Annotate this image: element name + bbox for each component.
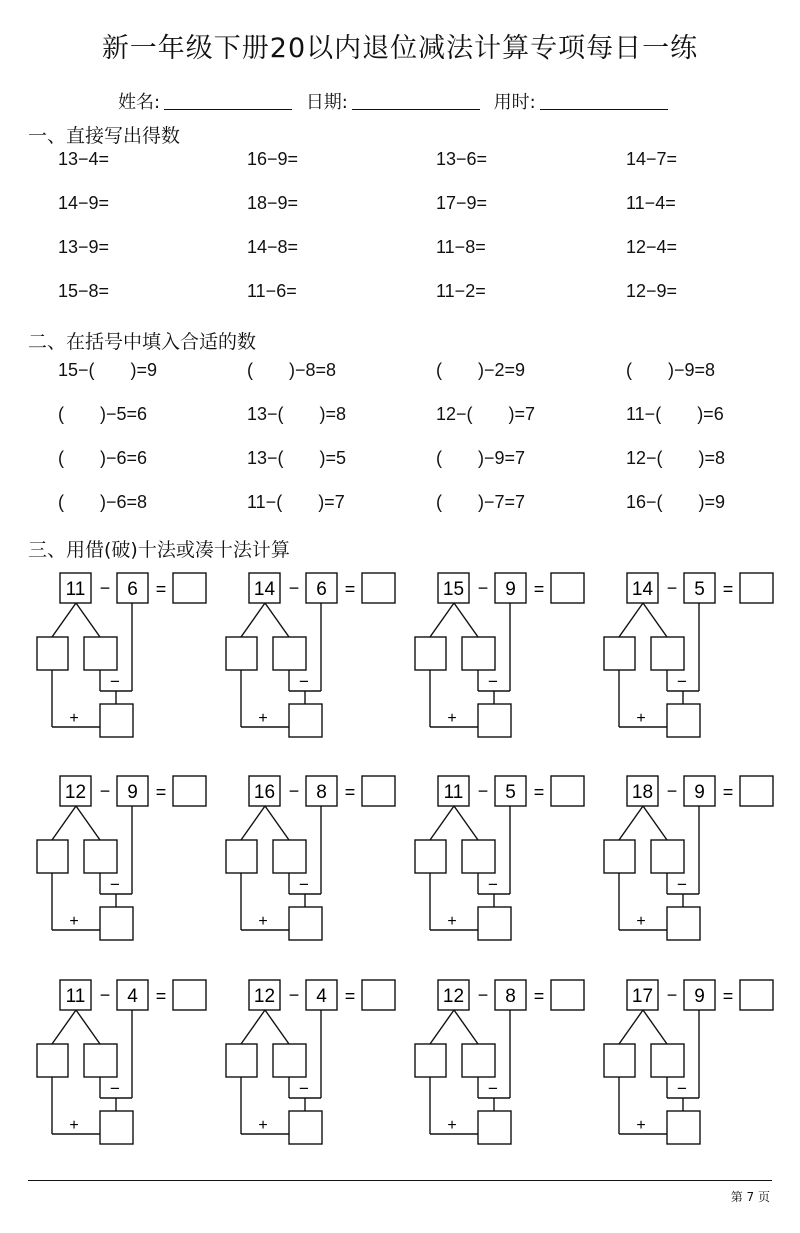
part2-problem: ( )−5=6 — [58, 404, 148, 424]
branch-line-left — [430, 1010, 454, 1044]
page-number: 第 7 页 — [730, 1190, 770, 1204]
minuend-value: 11 — [443, 782, 464, 803]
minus-sign: − — [288, 985, 300, 1005]
minuend-value: 11 — [65, 579, 86, 600]
student-info — [118, 88, 676, 114]
part2-problem: 12−( )=7 — [436, 404, 536, 424]
subtrahend-value: 4 — [316, 986, 327, 1007]
step-answer-box[interactable] — [478, 704, 511, 737]
part1-problem: 13−9= — [58, 237, 110, 257]
split-blank-ones[interactable] — [651, 637, 684, 670]
split-blank-ones[interactable] — [462, 637, 495, 670]
part1-problem: 14−8= — [247, 237, 299, 257]
minus-sign: − — [666, 985, 678, 1005]
branch-line-left — [430, 806, 454, 840]
part1-problem: 13−6= — [436, 149, 488, 169]
part2-problem: 13−( )=5 — [247, 448, 347, 468]
minus-sign: − — [288, 781, 300, 801]
branch-line-left — [52, 806, 76, 840]
date-field[interactable] — [352, 91, 480, 110]
subtrahend-value: 5 — [505, 782, 516, 803]
subtrahend-box — [684, 980, 715, 1010]
branch-line-right — [643, 806, 667, 840]
minus-sign: − — [477, 781, 489, 801]
part2-problem: 16−( )=9 — [626, 492, 726, 512]
plus-sign: + — [447, 1117, 457, 1134]
equals-sign: = — [722, 782, 734, 802]
part2-problem: 13−( )=8 — [247, 404, 347, 424]
plus-sign: + — [69, 1117, 79, 1134]
minuend-value: 12 — [64, 782, 87, 803]
minus-sign: − — [677, 672, 687, 691]
minus-sign: − — [110, 1079, 120, 1098]
branch-line-right — [76, 603, 100, 637]
equals-sign: = — [344, 579, 356, 599]
minuend-box — [438, 776, 469, 806]
branch-line-right — [76, 806, 100, 840]
branch-line-left — [619, 603, 643, 637]
minuend-value: 12 — [442, 986, 465, 1007]
split-blank-ones[interactable] — [84, 637, 117, 670]
minuend-value: 14 — [631, 579, 654, 600]
step-answer-box[interactable] — [667, 704, 700, 737]
minus-sign: − — [110, 672, 120, 691]
step-answer-box[interactable] — [100, 704, 133, 737]
answer-box[interactable] — [362, 776, 395, 806]
minus-sign: − — [99, 985, 111, 1005]
minuend-box — [60, 573, 91, 603]
subtrahend-box — [117, 573, 148, 603]
plus-sign: + — [258, 1117, 268, 1134]
equals-sign: = — [722, 986, 734, 1006]
equals-sign: = — [155, 782, 167, 802]
minuend-box — [438, 573, 469, 603]
minus-sign: − — [299, 875, 309, 894]
minus-sign: − — [477, 985, 489, 1005]
part2-problem: ( )−7=7 — [436, 492, 526, 512]
answer-box[interactable] — [551, 573, 584, 603]
plus-sign: + — [258, 710, 268, 727]
split-blank-ten[interactable] — [37, 840, 68, 873]
part1-problem: 11−8= — [436, 237, 486, 257]
part2-problem: ( )−2=9 — [436, 360, 526, 380]
minus-sign: − — [110, 875, 120, 894]
step-answer-box[interactable] — [667, 907, 700, 940]
part2-problem: 11−( )=6 — [626, 404, 724, 424]
branch-line-left — [241, 1010, 265, 1044]
plus-sign: + — [636, 913, 646, 930]
part2-problem: 12−( )=8 — [626, 448, 726, 468]
part1-problem: 11−2= — [436, 281, 486, 301]
equals-sign: = — [155, 579, 167, 599]
minuend-value: 14 — [253, 579, 276, 600]
part2-problem: 15−( )=9 — [58, 360, 158, 380]
branch-line-right — [265, 806, 289, 840]
answer-box[interactable] — [740, 573, 773, 603]
split-blank-ten[interactable] — [415, 1044, 446, 1077]
plus-sign: + — [447, 913, 457, 930]
subtrahend-box — [306, 573, 337, 603]
part1-problem: 14−9= — [58, 193, 110, 213]
minus-sign: − — [299, 672, 309, 691]
branch-line-right — [454, 603, 478, 637]
part1-problem: 12−9= — [626, 281, 678, 301]
minuend-box — [627, 980, 658, 1010]
minus-sign: − — [288, 578, 300, 598]
minus-sign: − — [488, 1079, 498, 1098]
subtrahend-value: 8 — [316, 782, 327, 803]
split-blank-ten[interactable] — [226, 637, 257, 670]
plus-sign: + — [636, 710, 646, 727]
page-title: 新一年级下册20以内退位减法计算专项每日一练 — [101, 33, 699, 64]
minuend-box — [627, 776, 658, 806]
split-blank-ten[interactable] — [415, 840, 446, 873]
equals-sign: = — [533, 782, 545, 802]
part2-problem: ( )−9=7 — [436, 448, 526, 468]
step-answer-box[interactable] — [478, 1111, 511, 1144]
branch-line-left — [619, 806, 643, 840]
minuend-box — [249, 980, 280, 1010]
equals-sign: = — [344, 782, 356, 802]
minuend-box — [249, 776, 280, 806]
part1-problem: 14−7= — [626, 149, 678, 169]
subtrahend-box — [495, 980, 526, 1010]
part1-problem: 13−4= — [58, 149, 110, 169]
part2-problem: ( )−9=8 — [626, 360, 716, 380]
branch-line-left — [52, 603, 76, 637]
answer-box[interactable] — [362, 573, 395, 603]
part1-problem: 16−9= — [247, 149, 299, 169]
split-blank-ten[interactable] — [415, 637, 446, 670]
footer-rule — [28, 1180, 772, 1181]
plus-sign: + — [69, 710, 79, 727]
step-answer-box[interactable] — [289, 907, 322, 940]
minuend-value: 11 — [65, 986, 86, 1007]
step-answer-box[interactable] — [667, 1111, 700, 1144]
name-label: 姓名: — [118, 92, 161, 113]
split-blank-ones[interactable] — [651, 840, 684, 873]
answer-box[interactable] — [362, 980, 395, 1010]
subtrahend-box — [306, 776, 337, 806]
subtrahend-box — [684, 776, 715, 806]
part1-problem: 18−9= — [247, 193, 299, 213]
minus-sign: − — [488, 672, 498, 691]
step-answer-box[interactable] — [289, 704, 322, 737]
part2-problem: ( )−8=8 — [247, 360, 337, 380]
time-label: 用时: — [493, 92, 536, 113]
part2-problem: ( )−6=6 — [58, 448, 148, 468]
section-3-title: 三、用借(破)十法或凑十法计算 — [28, 539, 290, 561]
split-blank-ten[interactable] — [604, 1044, 635, 1077]
split-blank-ten[interactable] — [37, 637, 68, 670]
branch-line-right — [643, 1010, 667, 1044]
minuend-box — [60, 776, 91, 806]
split-blank-ten[interactable] — [37, 1044, 68, 1077]
minus-sign: − — [666, 781, 678, 801]
minus-sign: − — [488, 875, 498, 894]
minuend-value: 16 — [253, 782, 276, 803]
equals-sign: = — [722, 579, 734, 599]
part1-problem: 11−6= — [247, 281, 297, 301]
minus-sign: − — [99, 781, 111, 801]
step-answer-box[interactable] — [478, 907, 511, 940]
name-field[interactable] — [164, 91, 292, 110]
split-blank-ones[interactable] — [273, 637, 306, 670]
minus-sign: − — [677, 875, 687, 894]
branch-line-right — [643, 603, 667, 637]
branch-line-right — [265, 1010, 289, 1044]
subtrahend-value: 6 — [127, 579, 138, 600]
minus-sign: − — [677, 1079, 687, 1098]
part1-problem: 15−8= — [58, 281, 110, 301]
step-answer-box[interactable] — [289, 1111, 322, 1144]
split-blank-ones[interactable] — [651, 1044, 684, 1077]
subtrahend-box — [495, 776, 526, 806]
part2-problem: 11−( )=7 — [247, 492, 345, 512]
plus-sign: + — [258, 913, 268, 930]
branch-line-right — [454, 806, 478, 840]
subtrahend-value: 9 — [694, 986, 705, 1007]
subtrahend-value: 5 — [694, 579, 705, 600]
equals-sign: = — [344, 986, 356, 1006]
branch-line-left — [241, 806, 265, 840]
part1-problem: 11−4= — [626, 193, 676, 213]
equals-sign: = — [533, 579, 545, 599]
subtrahend-box — [117, 980, 148, 1010]
subtrahend-box — [684, 573, 715, 603]
branch-line-right — [454, 1010, 478, 1044]
subtrahend-box — [306, 980, 337, 1010]
split-blank-ones[interactable] — [462, 1044, 495, 1077]
split-blank-ten[interactable] — [226, 1044, 257, 1077]
split-blank-ten[interactable] — [604, 637, 635, 670]
minus-sign: − — [299, 1079, 309, 1098]
answer-box[interactable] — [740, 776, 773, 806]
answer-box[interactable] — [173, 776, 206, 806]
branch-line-right — [76, 1010, 100, 1044]
split-blank-ones[interactable] — [462, 840, 495, 873]
split-blank-ones[interactable] — [84, 1044, 117, 1077]
time-field[interactable] — [540, 91, 668, 110]
subtrahend-value: 9 — [694, 782, 705, 803]
split-blank-ones[interactable] — [273, 840, 306, 873]
section-2-title: 二、在括号中填入合适的数 — [28, 331, 257, 353]
answer-box[interactable] — [551, 776, 584, 806]
subtrahend-box — [495, 573, 526, 603]
split-blank-ten[interactable] — [604, 840, 635, 873]
split-blank-ones[interactable] — [273, 1044, 306, 1077]
answer-box[interactable] — [173, 980, 206, 1010]
part2-problem: ( )−6=8 — [58, 492, 148, 512]
minuend-value: 17 — [631, 986, 654, 1007]
answer-box[interactable] — [740, 980, 773, 1010]
split-blank-ten[interactable] — [226, 840, 257, 873]
subtrahend-value: 9 — [505, 579, 516, 600]
minuend-value: 18 — [631, 782, 654, 803]
step-answer-box[interactable] — [100, 907, 133, 940]
minuend-value: 15 — [442, 579, 465, 600]
answer-box[interactable] — [551, 980, 584, 1010]
minuend-box — [60, 980, 91, 1010]
branch-line-left — [241, 603, 265, 637]
subtrahend-value: 9 — [127, 782, 138, 803]
subtrahend-value: 8 — [505, 986, 516, 1007]
equals-sign: = — [155, 986, 167, 1006]
minuend-value: 12 — [253, 986, 276, 1007]
subtrahend-value: 6 — [316, 579, 327, 600]
plus-sign: + — [69, 913, 79, 930]
minuend-box — [627, 573, 658, 603]
step-answer-box[interactable] — [100, 1111, 133, 1144]
minuend-box — [249, 573, 280, 603]
branch-line-left — [619, 1010, 643, 1044]
minuend-box — [438, 980, 469, 1010]
plus-sign: + — [636, 1117, 646, 1134]
branch-line-left — [52, 1010, 76, 1044]
minus-sign: − — [99, 578, 111, 598]
date-label: 日期: — [305, 92, 348, 113]
subtrahend-box — [117, 776, 148, 806]
subtrahend-value: 4 — [127, 986, 138, 1007]
part1-problem: 12−4= — [626, 237, 678, 257]
minus-sign: − — [666, 578, 678, 598]
minus-sign: − — [477, 578, 489, 598]
branch-line-left — [430, 603, 454, 637]
part1-problem: 17−9= — [436, 193, 488, 213]
split-blank-ones[interactable] — [84, 840, 117, 873]
section-1-title: 一、直接写出得数 — [28, 125, 181, 147]
branch-line-right — [265, 603, 289, 637]
equals-sign: = — [533, 986, 545, 1006]
plus-sign: + — [447, 710, 457, 727]
answer-box[interactable] — [173, 573, 206, 603]
